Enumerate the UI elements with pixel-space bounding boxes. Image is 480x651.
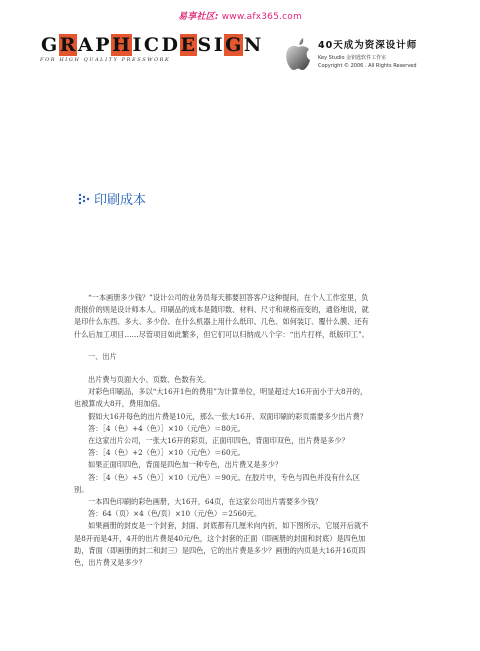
dots-icon <box>78 193 90 205</box>
logo-wordmark <box>40 34 263 56</box>
logo-letter: R <box>59 34 77 56</box>
logo-letter: I <box>213 34 224 56</box>
body-paragraph: 一本四色印刷的彩色画册，大16开，64页，在这家公司出片需要多少钱？ <box>88 497 322 507</box>
logo-letter: E <box>180 34 196 56</box>
watermark-url[interactable]: www.afx365.com <box>221 12 302 22</box>
body-paragraph: 答：［4（色）+2（色）］×10（元/色）＝60元。 <box>88 448 245 458</box>
body-paragraph: 出片费与页面大小、页数、色数有关。 <box>88 375 211 385</box>
section-title: 印刷成本 <box>94 193 147 208</box>
body-paragraph: 答：［4（色）+5（色）］×10（元/色）＝90元。在胶片中，专色与四色并没有什么区别。 <box>74 472 360 494</box>
watermark-logo: 易享社区: <box>178 12 219 22</box>
watermark <box>0 9 480 22</box>
copyright: Copyright © 2006 . All Rights Reserved <box>318 63 417 69</box>
logo-letter: P <box>95 34 111 56</box>
body-paragraph: 如果画册的封皮是一个封套，封面、封底都有几厘米向内折，如下图所示，它展开后就不是8开而是4开，4开的出片费是40元/色，这个封套的正面（即画册的封面和封底）是四色加助，背面（即画册的封二和封三）是四色，它的出片费是多少？画册的内页是大16开16页四色，出片费又是多少？ <box>74 521 369 568</box>
logo-letter: C <box>143 34 160 56</box>
section-heading <box>78 189 146 208</box>
apple-icon <box>283 36 313 72</box>
body-paragraph: 假如大16开每色的出片费是10元，那么一张大16开、双面印刷的彩页需要多少出片费？ <box>88 411 368 421</box>
studio-name: Key Studio 金钥匙软件工作室 <box>318 55 387 61</box>
body-paragraph: 在这家出片公司，一张大16开的彩页，正面印四色，背面印双色，出片费是多少？ <box>88 436 349 446</box>
logo-letter: S <box>197 34 212 56</box>
body-paragraph: 对彩色印刷品，多以“大16开1色的费用”为计算单位，明显超过大16开而小于大8开的，也被算成大8开，费用加倍。 <box>74 387 368 409</box>
logo-tagline: FOR HIGH QUALITY PRESSWORK <box>40 57 171 63</box>
graphic-design-logo <box>40 34 263 63</box>
logo-letter: I <box>132 34 142 56</box>
article-body <box>74 292 374 569</box>
intro-paragraph: “一本画册多少钱？”设计公司的业务员每天都要回答客户这种提问，在个人工作室里，负责报价的则是设计师本人。印刷品的成本是随印数、材料、尺寸和规格而变的，通俗地说，就是印什么东西、多大、多少份、在什么机器上用什么纸印、几色、如何装订、覆什么膜、还有什么后加工项目……尽管项目如此繁多，但它们可以归纳成八个字：“出片打样，纸版印工”。 <box>74 293 369 339</box>
logo-letter: D <box>161 34 179 56</box>
logo-letter: N <box>243 34 262 56</box>
header-right-block <box>318 37 458 69</box>
body-paragraph: 答：［4（色）+4（色）］×10（元/色）＝80元。 <box>88 423 245 433</box>
logo-letter: G <box>41 34 58 56</box>
logo-letter: H <box>112 34 131 56</box>
paragraph-list <box>74 374 374 569</box>
header-title: 40天成为资深设计师 <box>318 40 418 51</box>
body-paragraph: 答：64（页）×4（色/页）×10（元/色）＝2560元。 <box>88 509 262 519</box>
body-paragraph: 如果正面印四色，背面是四色加一种专色，出片费又是多少？ <box>88 460 283 470</box>
logo-letter: G <box>225 34 242 56</box>
subheading-output: 一、出片 <box>88 351 117 361</box>
logo-letter: A <box>78 34 94 56</box>
